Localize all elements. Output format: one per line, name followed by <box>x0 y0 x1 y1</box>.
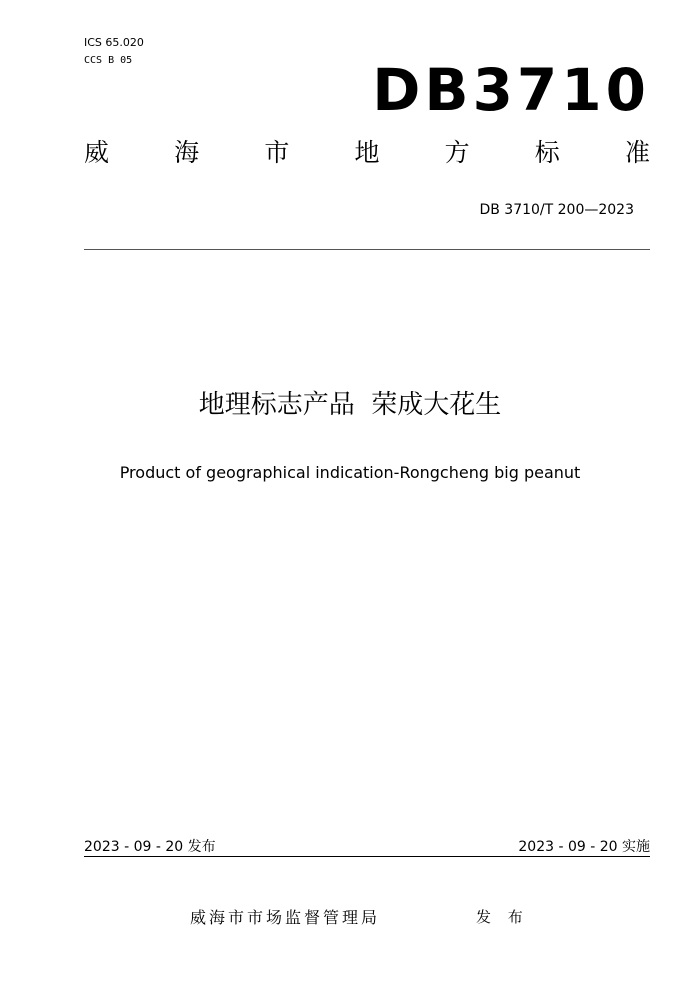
footer-divider <box>84 856 650 857</box>
implementation-date: 2023 - 09 - 20 实施 <box>518 839 650 855</box>
standard-type-char: 地 <box>354 138 380 167</box>
standard-type-char: 准 <box>624 138 650 167</box>
ccs-code: CCS B 05 <box>84 55 133 66</box>
standard-type-char: 海 <box>174 138 200 167</box>
title-chinese: 地理标志产品 荣成大花生 <box>198 390 502 420</box>
standard-logo: DB3710 <box>372 56 650 124</box>
standard-type-char: 威 <box>84 138 110 167</box>
issue-label: 发 布 <box>476 908 529 926</box>
title-english: Product of geographical indication-Rongcheng big peanut <box>119 463 581 482</box>
standard-type-char: 方 <box>444 138 470 167</box>
issuing-authority: 威海市市场监督管理局 <box>190 908 381 927</box>
issue-date: 2023 - 09 - 20 发布 <box>84 839 216 855</box>
standard-type-char: 标 <box>534 138 560 167</box>
standard-number: DB 3710/T 200—2023 <box>479 202 634 218</box>
header-divider <box>84 249 650 250</box>
standard-type-char: 市 <box>264 138 290 167</box>
standard-type-heading <box>84 136 650 170</box>
ics-code: ICS 65.020 <box>84 36 144 49</box>
